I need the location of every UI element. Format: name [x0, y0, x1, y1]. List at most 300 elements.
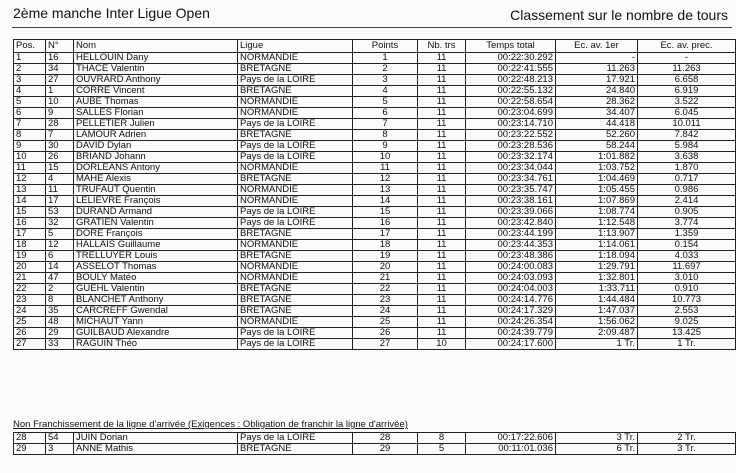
cell-league: NORMANDIE [238, 97, 353, 108]
cell-gap-first: 28.362 [556, 97, 638, 108]
cell-total-time: 00:22:30.292 [466, 53, 556, 64]
cell-name: JUIN Dorian [74, 433, 238, 444]
cell-laps: 11 [418, 273, 466, 284]
non-finish-table [13, 432, 736, 455]
cell-laps: 11 [418, 152, 466, 163]
cell-points: 2 [353, 64, 418, 75]
cell-gap-previous: 3.774 [638, 218, 736, 229]
table-row [14, 218, 736, 229]
cell-pos: 26 [14, 328, 46, 339]
cell-number: 29 [46, 328, 74, 339]
cell-league: BRETAGNE [238, 229, 353, 240]
cell-gap-first: 34.407 [556, 108, 638, 119]
col-gap-first: Ec. av. 1er [556, 40, 638, 53]
cell-name: CORRE Vincent [74, 86, 238, 97]
table-row [14, 339, 736, 350]
cell-points: 15 [353, 207, 418, 218]
cell-league: Pays de la LOIRE [238, 152, 353, 163]
cell-league: Pays de la LOIRE [238, 119, 353, 130]
cell-league: NORMANDIE [238, 163, 353, 174]
cell-league: BRETAGNE [238, 444, 353, 455]
cell-gap-first: 1:01.882 [556, 152, 638, 163]
cell-points: 18 [353, 240, 418, 251]
cell-name: DORE François [74, 229, 238, 240]
cell-points: 25 [353, 317, 418, 328]
table-row [14, 229, 736, 240]
cell-name: ANNE Mathis [74, 444, 238, 455]
non-finish-body [14, 433, 736, 455]
cell-points: 21 [353, 273, 418, 284]
cell-gap-first: 1:04.469 [556, 174, 638, 185]
cell-number: 7 [46, 130, 74, 141]
cell-league: Pays de la LOIRE [238, 328, 353, 339]
col-total-time: Temps total [466, 40, 556, 53]
cell-pos: 3 [14, 75, 46, 86]
cell-gap-previous: 3 Tr. [638, 444, 736, 455]
cell-total-time: 00:22:41.555 [466, 64, 556, 75]
col-gap-previous: Ec. av. prec. [638, 40, 736, 53]
cell-total-time: 00:23:34.761 [466, 174, 556, 185]
col-laps: Nb. trs [418, 40, 466, 53]
cell-name: MICHAUT Yann [74, 317, 238, 328]
results-header [14, 40, 736, 53]
table-row [14, 433, 736, 444]
table-row [14, 284, 736, 295]
cell-number: 53 [46, 207, 74, 218]
table-row [14, 262, 736, 273]
cell-gap-first: 1:44.484 [556, 295, 638, 306]
cell-gap-first: 58.244 [556, 141, 638, 152]
cell-gap-first: - [556, 53, 638, 64]
cell-league: Pays de la LOIRE [238, 433, 353, 444]
cell-laps: 11 [418, 196, 466, 207]
cell-pos: 19 [14, 251, 46, 262]
table-row [14, 185, 736, 196]
cell-total-time: 00:24:04.003 [466, 284, 556, 295]
cell-pos: 10 [14, 152, 46, 163]
cell-gap-previous: 6.658 [638, 75, 736, 86]
cell-league: NORMANDIE [238, 53, 353, 64]
cell-gap-previous: 1.359 [638, 229, 736, 240]
cell-pos: 18 [14, 240, 46, 251]
cell-pos: 14 [14, 196, 46, 207]
cell-name: DORLEANS Antony [74, 163, 238, 174]
cell-gap-first: 6 Tr. [556, 444, 638, 455]
cell-name: GRATIEN Valentin [74, 218, 238, 229]
cell-gap-previous: 0.154 [638, 240, 736, 251]
cell-pos: 17 [14, 229, 46, 240]
cell-points: 23 [353, 295, 418, 306]
page-title: 2ème manche Inter Ligue Open [13, 5, 210, 21]
cell-pos: 23 [14, 295, 46, 306]
cell-gap-previous: 3.010 [638, 273, 736, 284]
cell-laps: 11 [418, 207, 466, 218]
cell-points: 3 [353, 75, 418, 86]
cell-laps: 11 [418, 119, 466, 130]
table-row [14, 119, 736, 130]
cell-league: Pays de la LOIRE [238, 75, 353, 86]
cell-gap-previous: 2 Tr. [638, 433, 736, 444]
table-row [14, 64, 736, 75]
cell-league: BRETAGNE [238, 174, 353, 185]
cell-number: 14 [46, 262, 74, 273]
cell-points: 17 [353, 229, 418, 240]
cell-name: PELLETIER Julien [74, 119, 238, 130]
cell-gap-first: 1:18.094 [556, 251, 638, 262]
cell-gap-previous: 7.842 [638, 130, 736, 141]
cell-total-time: 00:24:17.329 [466, 306, 556, 317]
cell-pos: 8 [14, 130, 46, 141]
cell-points: 5 [353, 97, 418, 108]
cell-gap-previous: 3.638 [638, 152, 736, 163]
cell-total-time: 00:23:35.747 [466, 185, 556, 196]
cell-gap-first: 1:13.907 [556, 229, 638, 240]
cell-league: Pays de la LOIRE [238, 218, 353, 229]
cell-pos: 28 [14, 433, 46, 444]
cell-laps: 11 [418, 328, 466, 339]
cell-laps: 11 [418, 174, 466, 185]
cell-gap-first: 1:08.774 [556, 207, 638, 218]
cell-points: 4 [353, 86, 418, 97]
cell-gap-first: 17.921 [556, 75, 638, 86]
cell-points: 13 [353, 185, 418, 196]
cell-gap-previous: 13.425 [638, 328, 736, 339]
cell-number: 11 [46, 185, 74, 196]
cell-gap-first: 2:09.487 [556, 328, 638, 339]
cell-gap-first: 24.840 [556, 86, 638, 97]
cell-total-time: 00:23:22.552 [466, 130, 556, 141]
cell-laps: 10 [418, 339, 466, 350]
cell-league: BRETAGNE [238, 306, 353, 317]
cell-gap-first: 1 Tr. [556, 339, 638, 350]
cell-total-time: 00:24:00.083 [466, 262, 556, 273]
table-row [14, 152, 736, 163]
col-name: Nom [74, 40, 238, 53]
table-row [14, 444, 736, 455]
cell-pos: 4 [14, 86, 46, 97]
cell-gap-previous: 6.045 [638, 108, 736, 119]
header-divider [12, 27, 732, 28]
cell-number: 1 [46, 86, 74, 97]
cell-gap-first: 1:33.711 [556, 284, 638, 295]
cell-name: CARCREFF Gwendal [74, 306, 238, 317]
cell-pos: 16 [14, 218, 46, 229]
cell-total-time: 00:17:22.606 [466, 433, 556, 444]
table-row [14, 97, 736, 108]
cell-gap-first: 11.263 [556, 64, 638, 75]
cell-league: BRETAGNE [238, 251, 353, 262]
cell-gap-previous: 11.697 [638, 262, 736, 273]
cell-laps: 11 [418, 229, 466, 240]
cell-league: NORMANDIE [238, 262, 353, 273]
cell-points: 10 [353, 152, 418, 163]
non-finish-title: Non Franchissement de la ligne d'arrivée (Exigences : Obligation de franchir la ligne d'arrivée) [13, 419, 408, 430]
cell-pos: 6 [14, 108, 46, 119]
cell-points: 14 [353, 196, 418, 207]
cell-name: TRUFAUT Quentin [74, 185, 238, 196]
cell-number: 12 [46, 240, 74, 251]
cell-number: 15 [46, 163, 74, 174]
cell-laps: 11 [418, 251, 466, 262]
cell-gap-previous: 0.905 [638, 207, 736, 218]
cell-name: HALLAIS Guillaume [74, 240, 238, 251]
cell-gap-first: 1:03.752 [556, 163, 638, 174]
cell-laps: 11 [418, 218, 466, 229]
cell-points: 29 [353, 444, 418, 455]
table-row [14, 53, 736, 64]
cell-gap-first: 1:05.455 [556, 185, 638, 196]
cell-points: 9 [353, 141, 418, 152]
cell-total-time: 00:23:39.066 [466, 207, 556, 218]
cell-league: Pays de la LOIRE [238, 207, 353, 218]
cell-total-time: 00:23:44.353 [466, 240, 556, 251]
cell-league: BRETAGNE [238, 284, 353, 295]
results-body [14, 53, 736, 350]
cell-laps: 11 [418, 141, 466, 152]
cell-pos: 27 [14, 339, 46, 350]
cell-total-time: 00:23:44.199 [466, 229, 556, 240]
cell-number: 35 [46, 306, 74, 317]
cell-pos: 9 [14, 141, 46, 152]
cell-name: BOULY Matéo [74, 273, 238, 284]
cell-points: 6 [353, 108, 418, 119]
cell-name: DAVID Dylan [74, 141, 238, 152]
cell-laps: 11 [418, 86, 466, 97]
cell-name: LAMOUR Adrien [74, 130, 238, 141]
cell-gap-previous: 5.984 [638, 141, 736, 152]
table-row [14, 86, 736, 97]
table-row [14, 317, 736, 328]
cell-points: 27 [353, 339, 418, 350]
cell-laps: 11 [418, 64, 466, 75]
cell-total-time: 00:11:01.036 [466, 444, 556, 455]
cell-gap-first: 1:12.548 [556, 218, 638, 229]
cell-total-time: 00:23:42.840 [466, 218, 556, 229]
col-number: N° [46, 40, 74, 53]
table-row [14, 75, 736, 86]
cell-points: 20 [353, 262, 418, 273]
cell-laps: 11 [418, 295, 466, 306]
cell-number: 48 [46, 317, 74, 328]
cell-gap-previous: 10.011 [638, 119, 736, 130]
cell-pos: 24 [14, 306, 46, 317]
cell-total-time: 00:23:32.174 [466, 152, 556, 163]
cell-name: LELIEVRE François [74, 196, 238, 207]
cell-gap-previous: 2.553 [638, 306, 736, 317]
cell-points: 19 [353, 251, 418, 262]
table-row [14, 207, 736, 218]
cell-number: 47 [46, 273, 74, 284]
cell-league: BRETAGNE [238, 86, 353, 97]
cell-total-time: 00:23:04.699 [466, 108, 556, 119]
cell-total-time: 00:23:48.386 [466, 251, 556, 262]
cell-total-time: 00:24:03.093 [466, 273, 556, 284]
cell-gap-previous: 0.986 [638, 185, 736, 196]
cell-league: BRETAGNE [238, 130, 353, 141]
cell-gap-previous: - [638, 53, 736, 64]
cell-number: 8 [46, 295, 74, 306]
cell-points: 11 [353, 163, 418, 174]
cell-laps: 11 [418, 163, 466, 174]
cell-laps: 11 [418, 75, 466, 86]
cell-number: 4 [46, 174, 74, 185]
table-row [14, 306, 736, 317]
cell-name: GUILBAUD Alexandre [74, 328, 238, 339]
cell-league: Pays de la LOIRE [238, 339, 353, 350]
cell-pos: 13 [14, 185, 46, 196]
cell-points: 8 [353, 130, 418, 141]
cell-laps: 11 [418, 53, 466, 64]
cell-gap-previous: 0.910 [638, 284, 736, 295]
cell-number: 5 [46, 229, 74, 240]
cell-total-time: 00:22:58.654 [466, 97, 556, 108]
cell-gap-first: 52.260 [556, 130, 638, 141]
table-row [14, 141, 736, 152]
cell-name: ASSELOT Thomas [74, 262, 238, 273]
cell-league: BRETAGNE [238, 295, 353, 306]
cell-number: 9 [46, 108, 74, 119]
cell-points: 1 [353, 53, 418, 64]
cell-total-time: 00:22:48.213 [466, 75, 556, 86]
cell-laps: 5 [418, 444, 466, 455]
cell-laps: 11 [418, 108, 466, 119]
cell-laps: 11 [418, 284, 466, 295]
cell-gap-first: 3 Tr. [556, 433, 638, 444]
cell-number: 17 [46, 196, 74, 207]
cell-league: NORMANDIE [238, 185, 353, 196]
cell-laps: 11 [418, 262, 466, 273]
table-row [14, 273, 736, 284]
results-table [13, 39, 736, 350]
cell-name: THACE Valentin [74, 64, 238, 75]
cell-total-time: 00:22:55.132 [466, 86, 556, 97]
cell-total-time: 00:24:26.354 [466, 317, 556, 328]
cell-number: 28 [46, 119, 74, 130]
cell-points: 28 [353, 433, 418, 444]
cell-name: GUEHL Valentin [74, 284, 238, 295]
cell-number: 32 [46, 218, 74, 229]
cell-pos: 29 [14, 444, 46, 455]
cell-name: BLANCHET Anthony [74, 295, 238, 306]
cell-pos: 7 [14, 119, 46, 130]
cell-gap-previous: 9.025 [638, 317, 736, 328]
cell-total-time: 00:24:14.776 [466, 295, 556, 306]
cell-gap-first: 1:47.037 [556, 306, 638, 317]
cell-gap-previous: 3.522 [638, 97, 736, 108]
cell-pos: 25 [14, 317, 46, 328]
col-pos: Pos. [14, 40, 46, 53]
cell-gap-previous: 1.870 [638, 163, 736, 174]
cell-pos: 2 [14, 64, 46, 75]
cell-name: TRELLUYER Louis [74, 251, 238, 262]
cell-name: OUVRARD Anthony [74, 75, 238, 86]
table-row [14, 240, 736, 251]
cell-total-time: 00:24:39.779 [466, 328, 556, 339]
cell-laps: 11 [418, 240, 466, 251]
cell-pos: 1 [14, 53, 46, 64]
table-row [14, 251, 736, 262]
cell-name: SALLES Florian [74, 108, 238, 119]
cell-gap-previous: 10.773 [638, 295, 736, 306]
cell-points: 12 [353, 174, 418, 185]
cell-league: NORMANDIE [238, 317, 353, 328]
cell-number: 16 [46, 53, 74, 64]
cell-number: 34 [46, 64, 74, 75]
cell-gap-first: 44.418 [556, 119, 638, 130]
cell-pos: 15 [14, 207, 46, 218]
cell-pos: 20 [14, 262, 46, 273]
cell-league: NORMANDIE [238, 273, 353, 284]
cell-name: AUBE Thomas [74, 97, 238, 108]
cell-league: NORMANDIE [238, 196, 353, 207]
cell-number: 27 [46, 75, 74, 86]
cell-number: 2 [46, 284, 74, 295]
cell-total-time: 00:23:38.161 [466, 196, 556, 207]
cell-number: 10 [46, 97, 74, 108]
table-row [14, 328, 736, 339]
table-row [14, 295, 736, 306]
cell-pos: 5 [14, 97, 46, 108]
cell-number: 54 [46, 433, 74, 444]
cell-gap-previous: 6.919 [638, 86, 736, 97]
cell-gap-first: 1:07.869 [556, 196, 638, 207]
cell-total-time: 00:23:34.044 [466, 163, 556, 174]
cell-name: MAHE Alexis [74, 174, 238, 185]
cell-number: 3 [46, 444, 74, 455]
cell-name: RAGUIN Théo [74, 339, 238, 350]
cell-gap-previous: 4.033 [638, 251, 736, 262]
cell-number: 26 [46, 152, 74, 163]
cell-pos: 21 [14, 273, 46, 284]
cell-gap-previous: 1 Tr. [638, 339, 736, 350]
cell-league: Pays de la LOIRE [238, 141, 353, 152]
cell-total-time: 00:23:14.710 [466, 119, 556, 130]
cell-points: 26 [353, 328, 418, 339]
cell-laps: 11 [418, 185, 466, 196]
cell-pos: 11 [14, 163, 46, 174]
cell-laps: 11 [418, 130, 466, 141]
cell-league: NORMANDIE [238, 108, 353, 119]
cell-total-time: 00:23:28.536 [466, 141, 556, 152]
page-subtitle: Classement sur le nombre de tours [510, 7, 728, 23]
cell-gap-first: 1:29.791 [556, 262, 638, 273]
table-row [14, 163, 736, 174]
table-row [14, 196, 736, 207]
cell-gap-previous: 0.717 [638, 174, 736, 185]
cell-points: 16 [353, 218, 418, 229]
cell-number: 33 [46, 339, 74, 350]
cell-name: DURAND Armand [74, 207, 238, 218]
cell-pos: 12 [14, 174, 46, 185]
cell-points: 24 [353, 306, 418, 317]
cell-laps: 8 [418, 433, 466, 444]
cell-league: NORMANDIE [238, 240, 353, 251]
cell-gap-first: 1:14.061 [556, 240, 638, 251]
cell-league: BRETAGNE [238, 64, 353, 75]
cell-points: 22 [353, 284, 418, 295]
cell-total-time: 00:24:17.600 [466, 339, 556, 350]
cell-laps: 11 [418, 306, 466, 317]
cell-gap-previous: 11.263 [638, 64, 736, 75]
cell-gap-first: 1:32.801 [556, 273, 638, 284]
col-points: Points [353, 40, 418, 53]
table-row [14, 130, 736, 141]
cell-laps: 11 [418, 317, 466, 328]
cell-number: 6 [46, 251, 74, 262]
cell-pos: 22 [14, 284, 46, 295]
col-league: Ligue [238, 40, 353, 53]
table-row [14, 108, 736, 119]
